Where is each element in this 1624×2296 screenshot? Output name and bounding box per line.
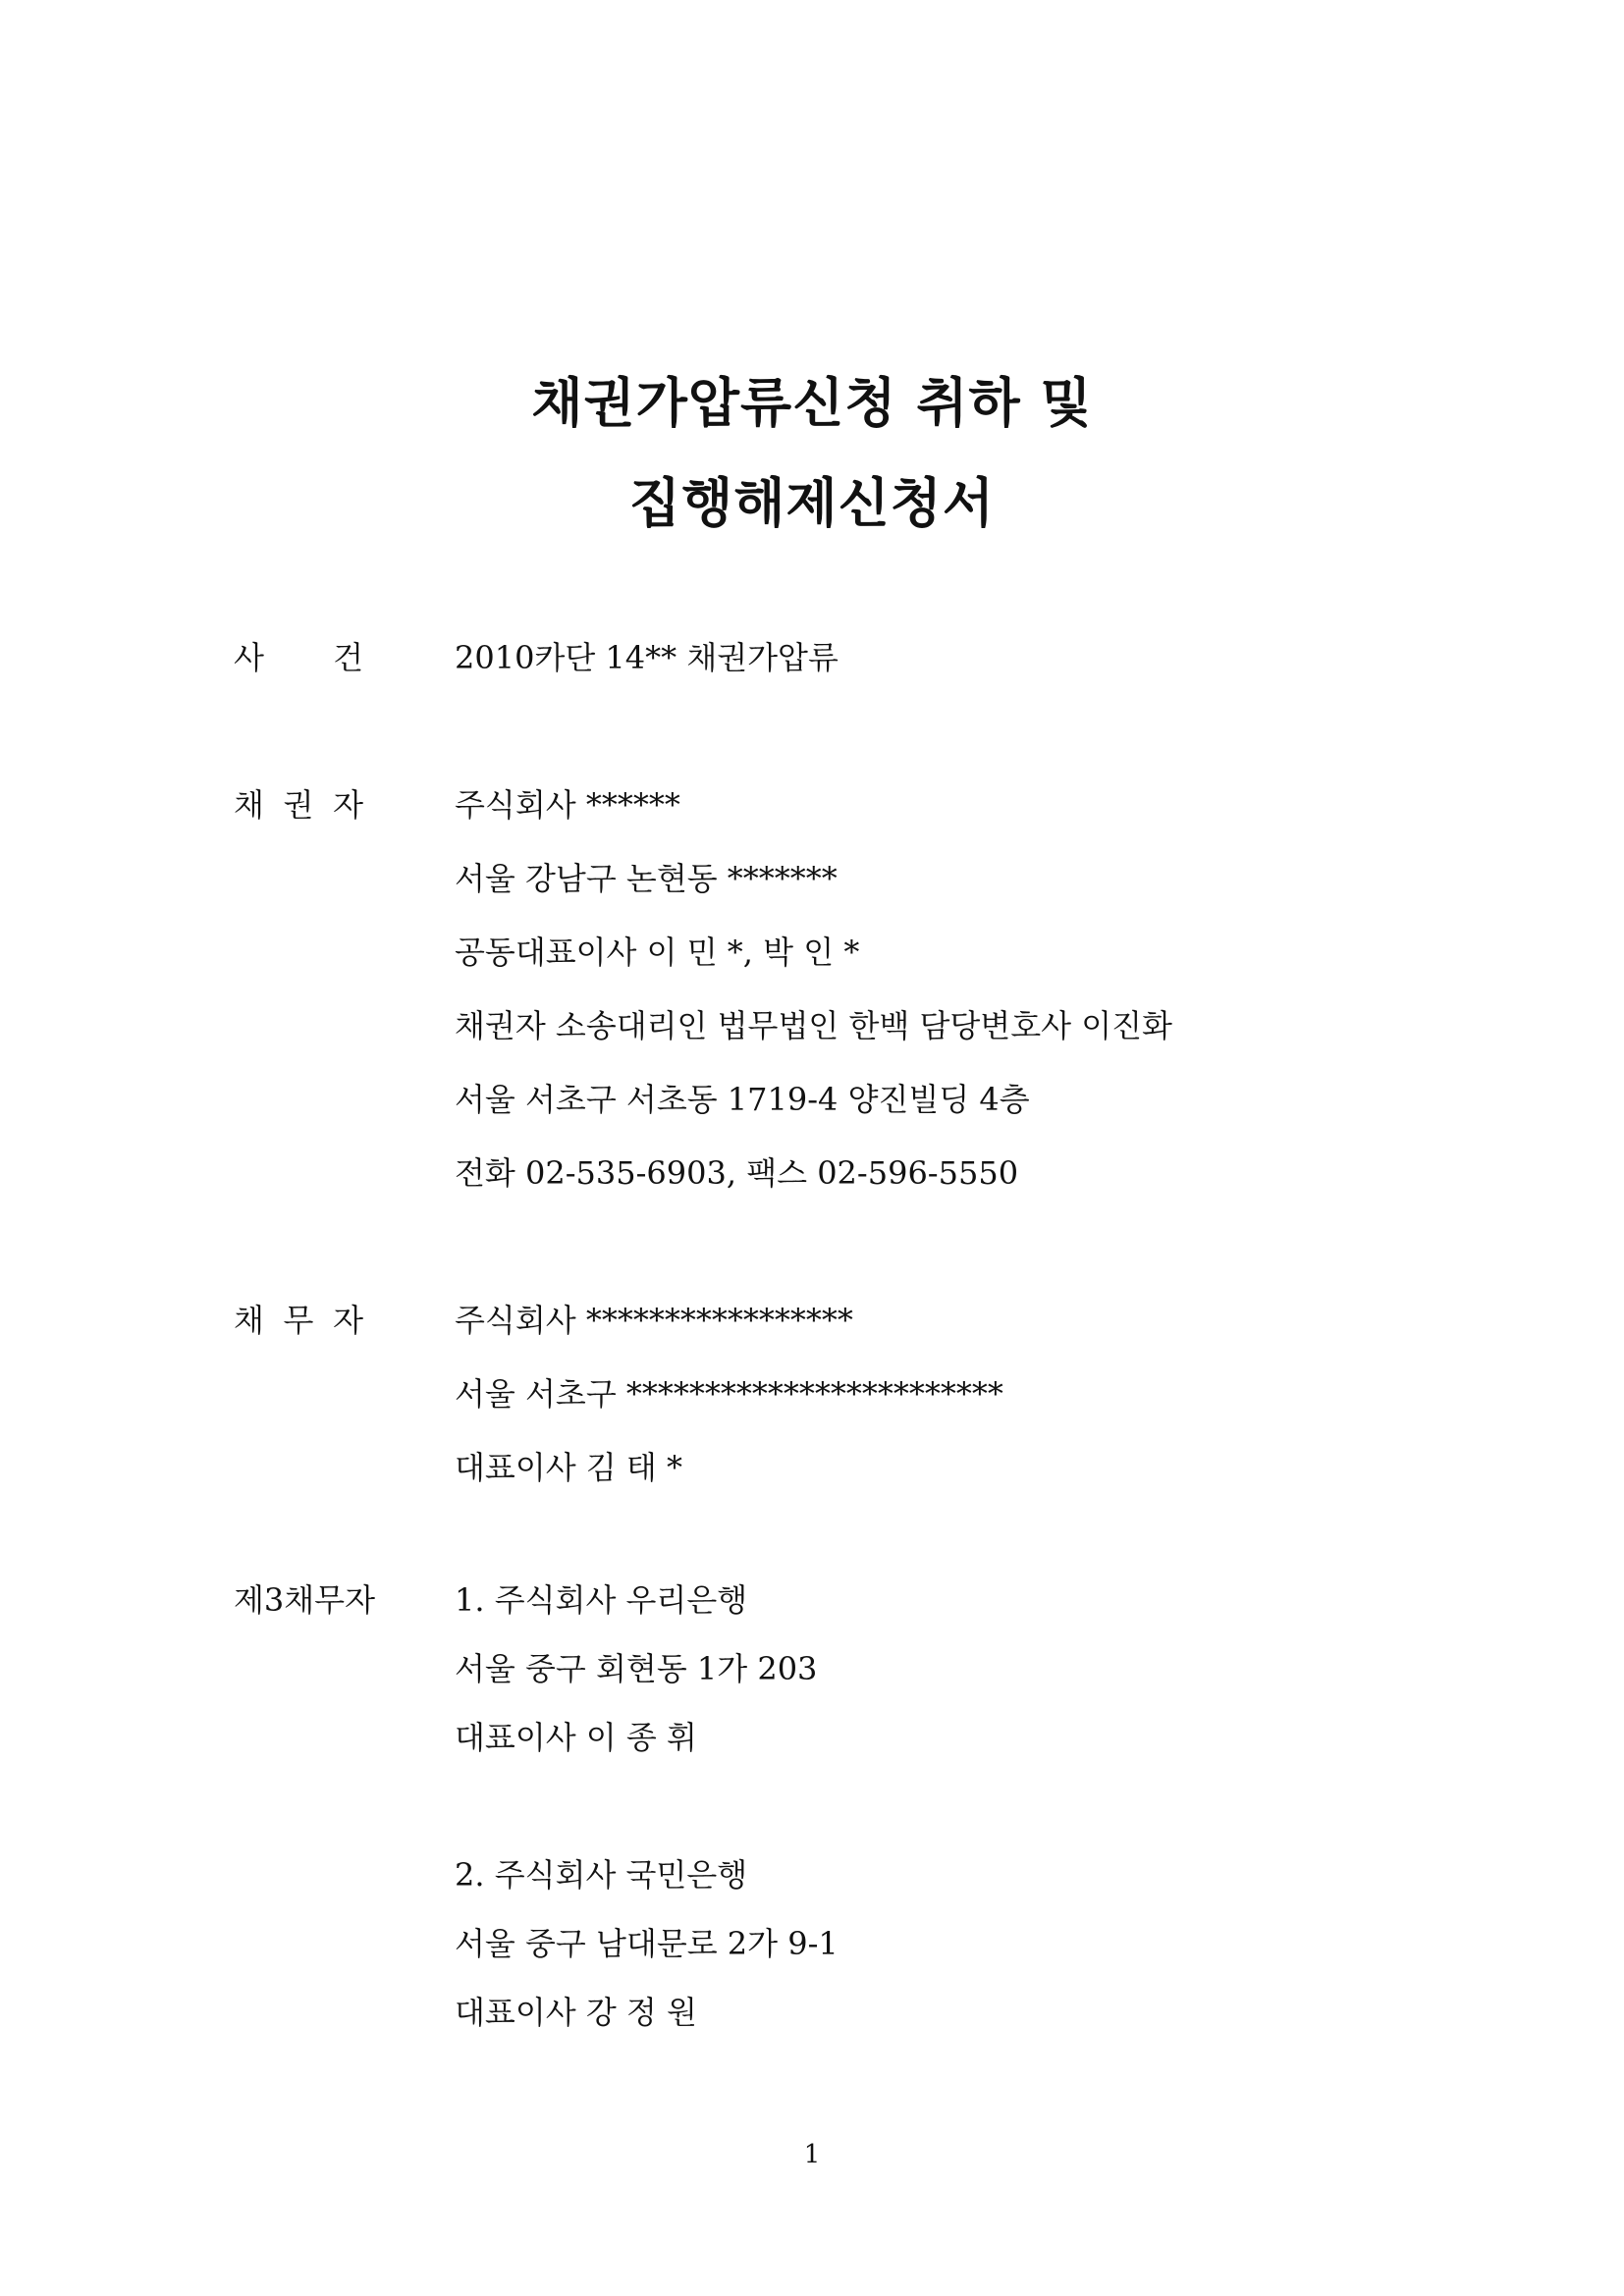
debtor-representative-row <box>0 1443 1624 1492</box>
debtor-name: 주식회사 ***************** <box>455 1302 853 1339</box>
debtor-label: 채 무 자 <box>234 1302 363 1339</box>
page-number: 1 <box>803 2140 821 2169</box>
third-party-1-representative: 대표이사 이 종 휘 <box>455 1719 697 1756</box>
third-party-2-representative-row <box>0 1988 1624 2037</box>
creditor-name: 주식회사 ****** <box>455 786 680 824</box>
debtor-row <box>0 1296 1624 1345</box>
creditor-label: 채 권 자 <box>234 786 363 824</box>
third-party-2-address: 서울 중구 남대문로 2가 9-1 <box>455 1925 839 1962</box>
case-number: 2010카단 14** 채권가압류 <box>455 639 839 676</box>
third-party-row <box>0 1575 1624 1625</box>
creditor-address: 서울 강남구 논현동 ******* <box>455 860 838 897</box>
third-party-2-address-row <box>0 1919 1624 1968</box>
creditor-attorney-address-row <box>0 1075 1624 1124</box>
document-title-line-2: 집행해제신청서 <box>628 472 996 534</box>
third-party-2-name: 2. 주식회사 국민은행 <box>455 1856 748 1894</box>
document-title-line-1: 채권가압류신청 취하 및 <box>531 372 1093 434</box>
case-label: 사 건 <box>234 639 363 676</box>
creditor-representative-row <box>0 928 1624 977</box>
creditor-attorney: 채권자 소송대리인 법무법인 한백 담당변호사 이진화 <box>455 1007 1172 1044</box>
creditor-address-row <box>0 854 1624 903</box>
creditor-representative: 공동대표이사 이 민 *, 박 인 * <box>455 934 860 971</box>
creditor-attorney-row <box>0 1001 1624 1050</box>
third-party-2-representative: 대표이사 강 정 원 <box>455 1994 697 2031</box>
third-party-1-address-row <box>0 1644 1624 1693</box>
creditor-contact-row <box>0 1148 1624 1198</box>
case-row <box>0 633 1624 682</box>
third-party-1-address: 서울 중구 회현동 1가 203 <box>455 1650 818 1687</box>
creditor-contact: 전화 02-535-6903, 팩스 02-596-5550 <box>455 1154 1019 1192</box>
third-party-2-row <box>0 1850 1624 1899</box>
third-party-1-name: 1. 주식회사 우리은행 <box>455 1581 748 1619</box>
third-party-label: 제3채무자 <box>234 1581 376 1619</box>
debtor-representative: 대표이사 김 태 * <box>455 1449 682 1486</box>
creditor-row <box>0 780 1624 829</box>
debtor-address-row <box>0 1369 1624 1418</box>
creditor-attorney-address: 서울 서초구 서초동 1719-4 양진빌딩 4층 <box>455 1081 1030 1118</box>
debtor-address: 서울 서초구 ************************ <box>455 1375 1003 1413</box>
third-party-1-representative-row <box>0 1713 1624 1762</box>
